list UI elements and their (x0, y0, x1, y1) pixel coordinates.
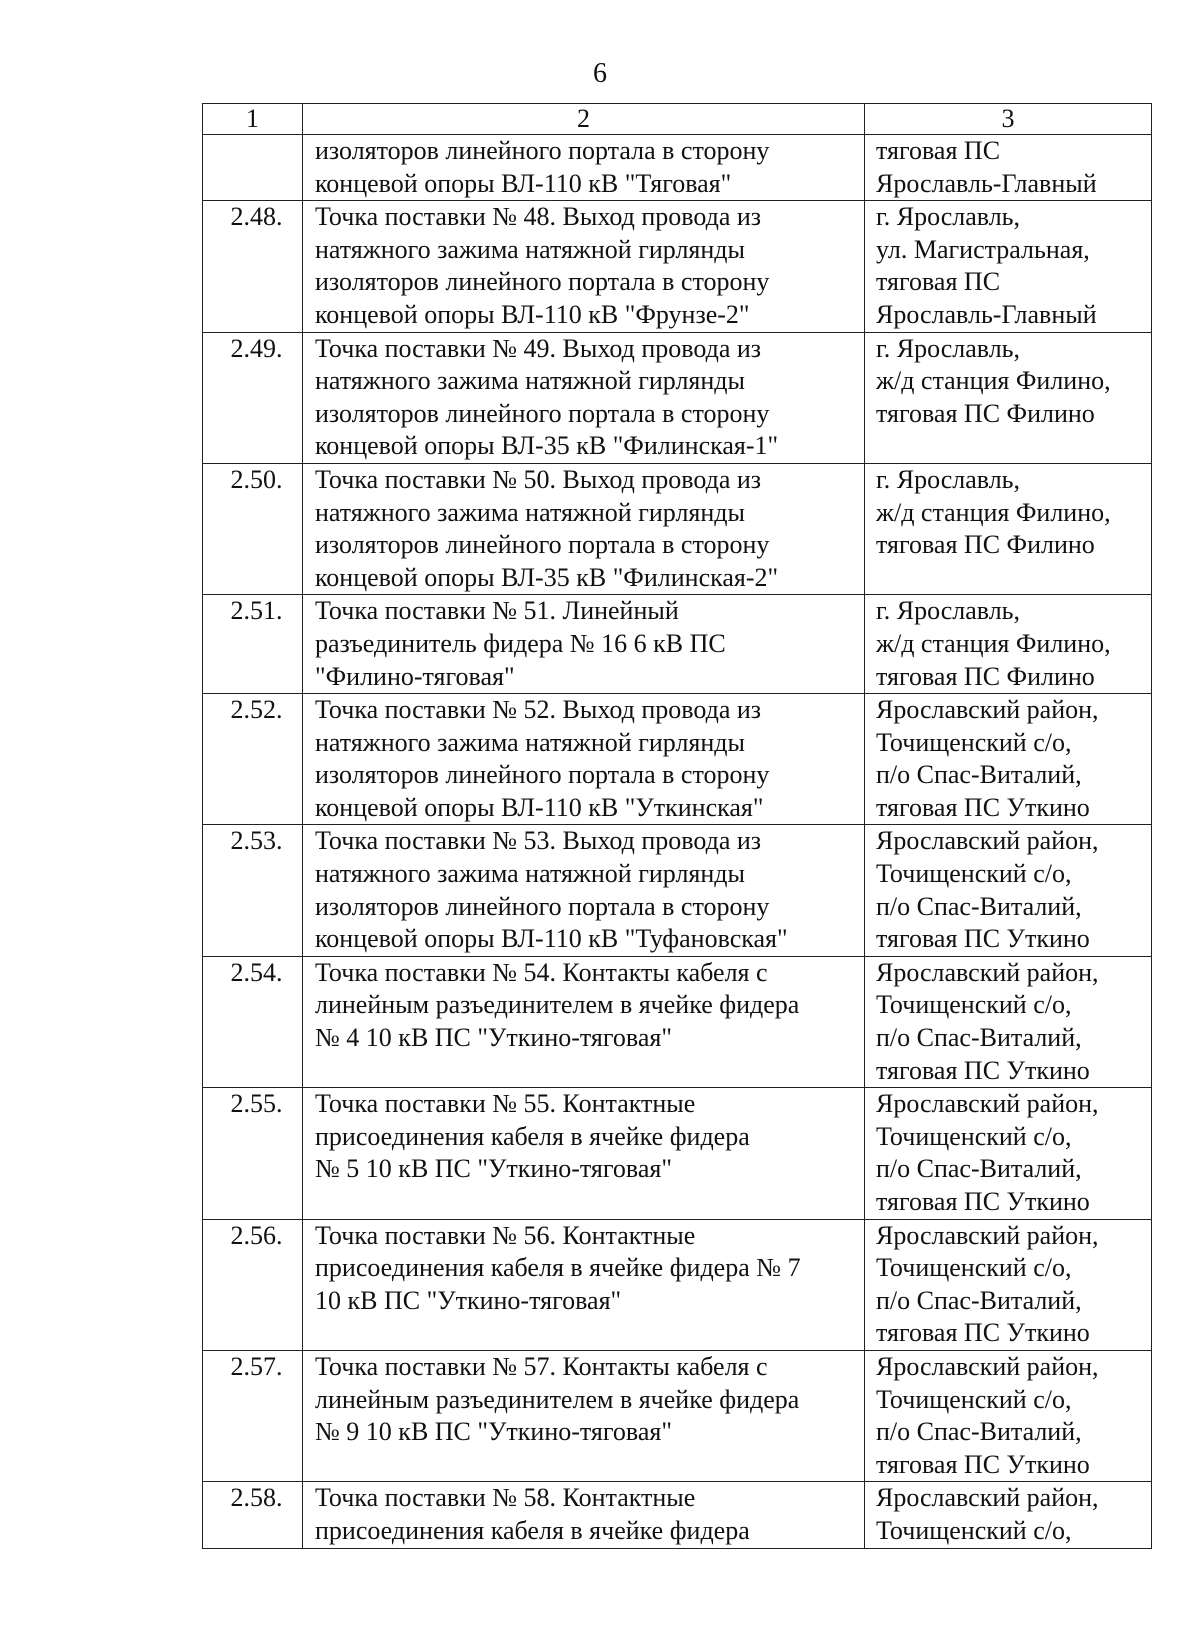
location-line: Точищенский с/о, (876, 1121, 1072, 1151)
description-line: Точка поставки № 51. Линейный (315, 596, 679, 626)
location-cell (865, 694, 1152, 825)
location-line: п/о Спас-Виталий, (876, 1285, 1082, 1315)
location-line: Ярославский район, (876, 695, 1099, 725)
description-line: изоляторов линейного портала в сторону (315, 136, 770, 165)
description-line: изоляторов линейного портала в сторону (315, 760, 770, 790)
location-line: тяговая ПС Уткино (876, 1449, 1090, 1479)
column-number-header-row (203, 104, 1152, 135)
location-line: Ярославль-Главный (876, 299, 1097, 329)
delivery-point-description-cell (303, 1482, 865, 1548)
location-line: ж/д станция Филино, (876, 366, 1111, 396)
delivery-point-description-cell (303, 463, 865, 594)
location-line: Точищенский с/о, (876, 1253, 1072, 1283)
table-row (203, 1088, 1152, 1219)
delivery-point-description-cell (303, 1219, 865, 1350)
delivery-point-description-cell (303, 135, 865, 201)
description-line: концевой опоры ВЛ-35 кВ "Филинская-2" (315, 562, 779, 592)
row-number-cell: 2.57. (203, 1350, 303, 1481)
table-row (203, 694, 1152, 825)
location-cell (865, 332, 1152, 463)
description-line: присоединения кабеля в ячейке фидера (315, 1515, 750, 1545)
row-number-cell: 2.53. (203, 825, 303, 956)
delivery-point-description-cell (303, 595, 865, 694)
location-line: ж/д станция Филино, (876, 628, 1111, 658)
description-line: Точка поставки № 58. Контактные (315, 1483, 696, 1513)
table-row (203, 595, 1152, 694)
description-line: "Филино-тяговая" (315, 661, 515, 691)
description-line: линейным разъединителем в ячейке фидера (315, 1384, 800, 1414)
location-line: г. Ярославль, (876, 464, 1021, 494)
description-line: Точка поставки № 57. Контакты кабеля с (315, 1351, 768, 1381)
location-line: ж/д станция Филино, (876, 497, 1111, 527)
row-number-cell: 2.56. (203, 1219, 303, 1350)
location-cell (865, 1088, 1152, 1219)
description-line: присоединения кабеля в ячейке фидера (315, 1121, 750, 1151)
location-line: г. Ярославль, (876, 596, 1021, 626)
row-number-cell: 2.50. (203, 463, 303, 594)
row-number-cell: 2.49. (203, 332, 303, 463)
location-line: тяговая ПС Уткино (876, 1187, 1090, 1216)
location-line: п/о Спас-Виталий, (876, 1154, 1082, 1184)
table-row (203, 1350, 1152, 1481)
location-line: п/о Спас-Виталий, (876, 1417, 1082, 1447)
column-header-1: 1 (203, 104, 303, 135)
location-line: п/о Спас-Виталий, (876, 891, 1082, 921)
row-number-cell: 2.55. (203, 1088, 303, 1219)
location-line: Точищенский с/о, (876, 859, 1072, 889)
table-row (203, 332, 1152, 463)
table-row (203, 201, 1152, 332)
location-line: Ярославский район, (876, 957, 1099, 987)
description-line: № 4 10 кВ ПС "Уткино-тяговая" (315, 1023, 672, 1053)
location-line: Точищенский с/о, (876, 1384, 1072, 1414)
delivery-point-description-cell (303, 956, 865, 1087)
description-line: натяжного зажима натяжной гирлянды (315, 859, 745, 889)
description-line: 10 кВ ПС "Уткино-тяговая" (315, 1285, 622, 1315)
description-line: Точка поставки № 56. Контактные (315, 1220, 696, 1250)
location-cell (865, 135, 1152, 201)
table-row (203, 956, 1152, 1087)
location-line: Ярославский район, (876, 1220, 1099, 1250)
location-line: тяговая ПС Уткино (876, 1055, 1090, 1085)
description-line: концевой опоры ВЛ-35 кВ "Филинская-1" (315, 431, 779, 461)
column-header-2: 2 (303, 104, 865, 135)
description-line: изоляторов линейного портала в сторону (315, 530, 770, 560)
row-number-cell: 2.58. (203, 1482, 303, 1548)
table-row (203, 825, 1152, 956)
location-line: тяговая ПС Уткино (876, 792, 1090, 822)
row-number-cell: 2.52. (203, 694, 303, 825)
location-line: тяговая ПС Уткино (876, 924, 1090, 954)
description-line: концевой опоры ВЛ-110 кВ "Уткинская" (315, 792, 764, 822)
description-line: изоляторов линейного портала в сторону (315, 891, 770, 921)
location-line: Точищенский с/о, (876, 727, 1072, 757)
location-line: Точищенский с/о, (876, 990, 1072, 1020)
delivery-point-description-cell (303, 694, 865, 825)
description-line: линейным разъединителем в ячейке фидера (315, 990, 800, 1020)
delivery-point-description-cell (303, 825, 865, 956)
delivery-point-description-cell (303, 332, 865, 463)
delivery-points-table (202, 103, 1152, 1549)
description-line: изоляторов линейного портала в сторону (315, 267, 770, 297)
location-cell (865, 1482, 1152, 1548)
row-number-cell: 2.54. (203, 956, 303, 1087)
table-row (203, 463, 1152, 594)
description-line: изоляторов линейного портала в сторону (315, 398, 770, 428)
delivery-point-description-cell (303, 1088, 865, 1219)
location-line: тяговая ПС (876, 136, 1001, 165)
description-line: № 9 10 кВ ПС "Уткино-тяговая" (315, 1417, 672, 1447)
location-cell (865, 463, 1152, 594)
row-number-cell: 2.48. (203, 201, 303, 332)
description-line: Точка поставки № 54. Контакты кабеля с (315, 957, 768, 987)
location-cell (865, 825, 1152, 956)
page-number: 6 (593, 58, 607, 89)
description-line: концевой опоры ВЛ-110 кВ "Тяговая" (315, 168, 732, 198)
location-line: п/о Спас-Виталий, (876, 760, 1082, 790)
description-line: Точка поставки № 52. Выход провода из (315, 695, 762, 725)
location-line: ул. Магистральная, (876, 234, 1090, 264)
description-line: концевой опоры ВЛ-110 кВ "Фрунзе-2" (315, 299, 750, 329)
location-cell (865, 1350, 1152, 1481)
location-cell (865, 1219, 1152, 1350)
location-line: Ярославский район, (876, 1483, 1099, 1513)
table-row (203, 135, 1152, 201)
location-line: тяговая ПС Филино (876, 661, 1095, 691)
location-line: тяговая ПС Филино (876, 530, 1095, 560)
description-line: натяжного зажима натяжной гирлянды (315, 234, 745, 264)
description-line: Точка поставки № 53. Выход провода из (315, 826, 762, 856)
delivery-point-description-cell (303, 201, 865, 332)
location-line: тяговая ПС (876, 267, 1001, 297)
description-line: присоединения кабеля в ячейке фидера № 7 (315, 1253, 801, 1283)
table-body (203, 135, 1152, 1549)
location-cell (865, 956, 1152, 1087)
description-line: натяжного зажима натяжной гирлянды (315, 497, 745, 527)
description-line: натяжного зажима натяжной гирлянды (315, 366, 745, 396)
location-line: тяговая ПС Уткино (876, 1318, 1090, 1348)
location-line: Ярославский район, (876, 1351, 1099, 1381)
location-cell (865, 595, 1152, 694)
location-line: Ярославский район, (876, 1089, 1099, 1119)
delivery-point-description-cell (303, 1350, 865, 1481)
column-header-3: 3 (865, 104, 1152, 135)
description-line: № 5 10 кВ ПС "Уткино-тяговая" (315, 1154, 672, 1184)
table-row (203, 1219, 1152, 1350)
row-number-cell (203, 135, 303, 201)
location-line: Ярославский район, (876, 826, 1099, 856)
location-line: г. Ярославль, (876, 333, 1021, 363)
location-line: г. Ярославль, (876, 202, 1021, 232)
location-line: п/о Спас-Виталий, (876, 1023, 1082, 1053)
table-row (203, 1482, 1152, 1548)
description-line: Точка поставки № 48. Выход провода из (315, 202, 762, 232)
location-line: Точищенский с/о, (876, 1515, 1072, 1545)
description-line: концевой опоры ВЛ-110 кВ "Туфановская" (315, 924, 788, 954)
description-line: Точка поставки № 49. Выход провода из (315, 333, 762, 363)
location-line: тяговая ПС Филино (876, 398, 1095, 428)
description-line: натяжного зажима натяжной гирлянды (315, 727, 745, 757)
location-line: Ярославль-Главный (876, 168, 1097, 198)
description-line: разъединитель фидера № 16 6 кВ ПС (315, 628, 726, 658)
description-line: Точка поставки № 50. Выход провода из (315, 464, 762, 494)
row-number-cell: 2.51. (203, 595, 303, 694)
description-line: Точка поставки № 55. Контактные (315, 1089, 696, 1119)
location-cell (865, 201, 1152, 332)
